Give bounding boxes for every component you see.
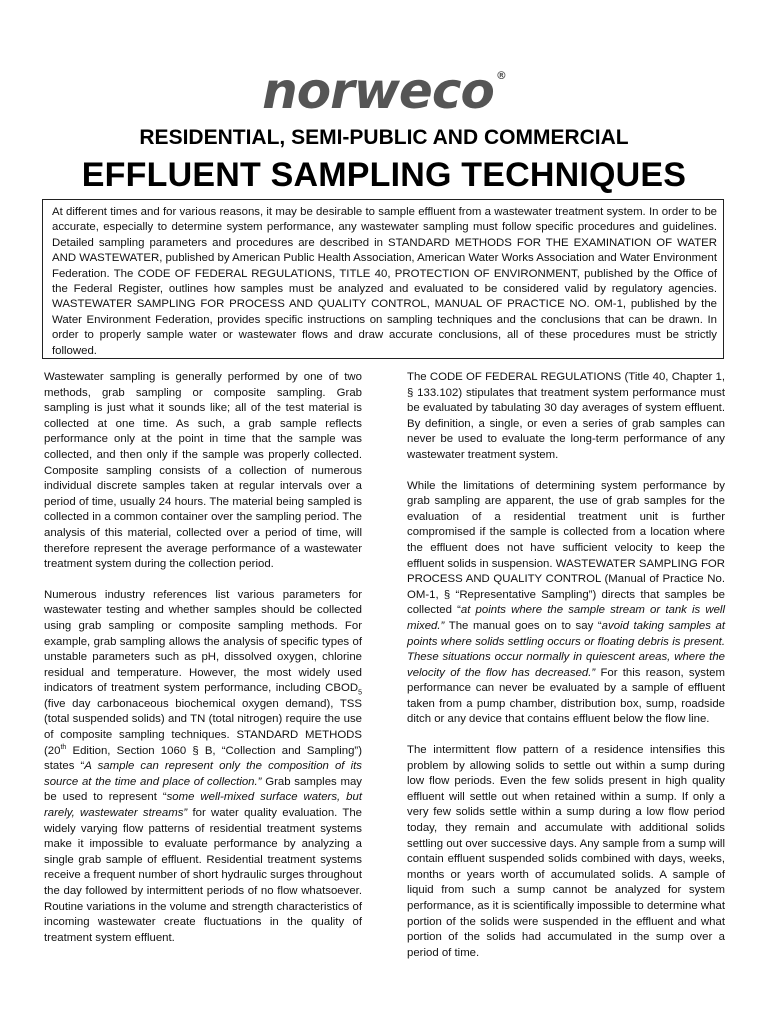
intro-box	[42, 199, 724, 359]
right-p2-quote-1: at points where the sample stream or tank is well mixed.”	[407, 604, 725, 632]
left-paragraph-1: Wastewater sampling is generally performed by one of two methods, grab sampling or composite sampling. Grab sampling is just what it sounds like; all of the test material is collected at one time. As such, a grab sample reflects performance only at the point in time that the sample was collected, and then only if the sample was properly collected. Composite sampling consists of a collection of numerous individual discrete samples taken at regular intervals over a period of time, usually 24 hours. The material being sampled is collected in a common container over the sampling period. The analysis of this material, collected over a period of time, will therefore represent the average performance of a wastewater treatment system during the collection period.	[44, 371, 362, 571]
left-p2-text-b: (five day carbonaceous biochemical oxygen demand), TSS (total suspended solids) and TN (total nitrogen) require the use of composite sampling techniques. STANDARD METHODS (20	[44, 697, 362, 757]
left-p2-text-d: Grab samples may be used to represent “	[44, 775, 362, 804]
right-paragraph-1: The CODE OF FEDERAL REGULATIONS (Title 40, Chapter 1, § 133.102) stipulates that treatment system performance must be evaluated by tabulating 30 day averages of system effluent. By definition, a single, or even a series of grab samples can never be used to evaluate the long-term performance of any wastewater treatment system.	[407, 371, 725, 461]
logo-text: norweco	[262, 62, 494, 120]
cbod-subscript: 5	[358, 689, 362, 697]
right-paragraph-2	[407, 479, 725, 729]
right-paragraph-3: The intermittent flow pattern of a residence intensifies this problem by allowing solids to settle out within a sump during low flow periods. Even the few solids present in high quality effluent will settle out when retained within a sump. If only a very few solids settle within a sump during a low flow period today, they remain and accumulate with additional solids settling out over successive days. Any sample from a sump will contain effluent suspended solids combined with days, weeks, months or years worth of accumulated solids. A sample of liquid from such a sump cannot be analyzed for system performance, as it is scientifically impossible to determine what portion of the solids were suspended in the effluent and what portion of the solids had accumulated in the sump over a period of time.	[407, 744, 725, 959]
left-p2-text-e: for water quality evaluation. The widely varying flow patterns of residential treatment systems make it impossible to evaluate performance by analyzing a single grab sample of effluent. Residential treatment systems receive a frequent number of short hydraulic surges throughout the day followed by intermittent periods of no flow whatsoever. Routine variations in the volume and strength characteristics of incoming wastewater create fluctuations in the quality of treatment system effluent.	[44, 807, 362, 944]
left-p2-text-c: Edition, Section 1060 § B, “Collection and Sampling”) states “	[44, 744, 362, 773]
document-title: EFFLUENT SAMPLING TECHNIQUES	[81, 156, 687, 194]
right-p2-quote-2: avoid taking samples at points where solids settling occurs or floating debris is present. These situations occur normally in quiescent areas, where the velocity of the flow has decreased.”	[407, 619, 725, 679]
right-p2-text-b: The manual goes on to say “	[444, 619, 602, 632]
right-column	[407, 370, 725, 976]
right-p2-text-a: While the limitations of determining system performance by grab sampling are apparent, the use of grab samples for the evaluation of a residential treatment unit is further compromised if the sample is collected from a location where the effluent does not have sufficient velocity to keep the effluent solids in suspension. WASTEWATER SAMPLING FOR PROCESS AND QUALITY CONTROL (Manual of Practice No. OM-1, § “Representative Sampling”) directs that samples be collected “	[407, 479, 725, 617]
left-paragraph-2	[44, 588, 362, 947]
left-p2-text-a: Numerous industry references list various parameters for wastewater testing and whether samples should be collected using grab sampling or composite sampling methods. For example, grab sampling allows the analysis of specific types of unstable parameters such as pH, dissolved oxygen, chlorine residual and temperature. However, the most widely used indicators of treatment system performance, including CBOD	[44, 588, 362, 695]
edition-superscript: th	[60, 743, 67, 751]
left-column	[44, 370, 362, 961]
left-p2-quote-1: A sample can represent only the composition of its source at the time and place of collection.”	[44, 760, 362, 788]
intro-text: At different times and for various reasons, it may be desirable to sample effluent from a wastewater treatment system. In order to be accurate, especially to determine system performance, any wastewater sampling must follow specific procedures and guidelines. Detailed sampling parameters and procedures are described in STANDARD METHODS FOR THE EXAMINATION OF WATER AND WASTEWATER, published by American Public Health Association, American Water Works Association and Water Environment Federation. The CODE OF FEDERAL REGULATIONS, TITLE 40, PROTECTION OF ENVIRONMENT, published by the Office of the Federal Register, outlines how samples must be analyzed and evaluated to be considered valid by regulatory agencies. WASTEWATER SAMPLING FOR PROCESS AND QUALITY CONTROL, MANUAL OF PRACTICE NO. OM-1, published by the Water Environment Federation, provides specific instructions on sampling techniques and the conclusions that can be drawn. In order to properly sample water or wastewater flows and draw accurate conclusions, all of these procedures must be strictly followed.	[52, 206, 717, 357]
right-p2-text-c: For this reason, system performance can never be evaluated by a sample of effluent taken from a pump chamber, distribution box, sump, roadside ditch or any device that contains effluent below the flow line.	[407, 666, 725, 726]
document-subtitle: RESIDENTIAL, SEMI-PUBLIC AND COMMERCIAL	[139, 126, 629, 149]
norweco-logo	[0, 62, 768, 120]
registered-mark: ®	[495, 69, 506, 82]
left-p2-quote-2: some well-mixed surface waters, but rarely, wastewater streams”	[44, 791, 362, 820]
